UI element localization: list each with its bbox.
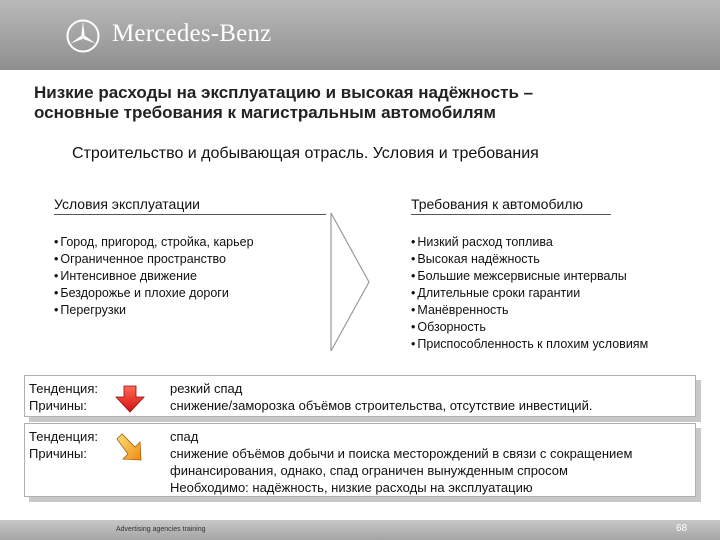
requirements-heading: Требования к автомобилю bbox=[411, 196, 611, 215]
trend-label: Тенденция: bbox=[29, 429, 98, 444]
reason-label: Причины: bbox=[29, 446, 88, 461]
reason-value: снижение объёмов добычи и поиска месторождений в связи с сокращением финансирования, однако, спад ограничен вынужденным спросом bbox=[170, 446, 633, 478]
requirements-list bbox=[411, 234, 648, 353]
page-title bbox=[34, 83, 694, 123]
footer-bar bbox=[0, 520, 720, 540]
title-line-2: основные требования к магистральным автомобилям bbox=[34, 103, 496, 122]
conditions-heading: Условия эксплуатации bbox=[54, 196, 326, 215]
list-item: • Ограниченное пространство bbox=[54, 251, 254, 268]
header-bar bbox=[0, 0, 720, 70]
flow-arrow-icon bbox=[330, 212, 370, 352]
panel-labels bbox=[29, 380, 98, 414]
list-item: • Обзорность bbox=[411, 319, 648, 336]
panel-text bbox=[170, 380, 685, 414]
list-item: • Бездорожье и плохие дороги bbox=[54, 285, 254, 302]
trend-panel-construction bbox=[24, 375, 696, 417]
list-item: • Приспособленность к плохим условиям bbox=[411, 336, 648, 353]
requirement-note: Необходимо: надёжность, низкие расходы на эксплуатацию bbox=[170, 480, 533, 495]
list-item: • Перегрузки bbox=[54, 302, 254, 319]
brand-name: Mercedes-Benz bbox=[112, 20, 272, 47]
page-subtitle: Строительство и добывающая отрасль. Условия и требования bbox=[72, 145, 539, 162]
trend-panel-mining bbox=[24, 423, 696, 497]
list-item: • Большие межсервисные интервалы bbox=[411, 268, 648, 285]
footer-text: Advertising agencies training bbox=[116, 526, 206, 533]
list-item: • Длительные сроки гарантии bbox=[411, 285, 648, 302]
panel-labels bbox=[29, 428, 98, 462]
title-line-1: Низкие расходы на эксплуатацию и высокая надёжность – bbox=[34, 83, 534, 102]
page-number: 68 bbox=[676, 523, 688, 534]
list-item: • Интенсивное движение bbox=[54, 268, 254, 285]
trend-value: резкий спад bbox=[170, 381, 243, 396]
list-item: • Манёвренность bbox=[411, 302, 648, 319]
conditions-list bbox=[54, 234, 254, 319]
reason-value: снижение/заморозка объёмов строительства, отсутствие инвестиций. bbox=[170, 398, 593, 413]
arrow-down-red-icon bbox=[113, 385, 147, 413]
arrow-down-right-orange-icon bbox=[113, 433, 147, 461]
list-item: • Низкий расход топлива bbox=[411, 234, 648, 251]
list-item: • Высокая надёжность bbox=[411, 251, 648, 268]
reason-label: Причины: bbox=[29, 398, 88, 413]
mercedes-star-icon bbox=[66, 19, 100, 53]
trend-label: Тенденция: bbox=[29, 381, 98, 396]
trend-value: спад bbox=[170, 429, 199, 444]
panel-text bbox=[170, 428, 685, 496]
list-item: • Город, пригород, стройка, карьер bbox=[54, 234, 254, 251]
